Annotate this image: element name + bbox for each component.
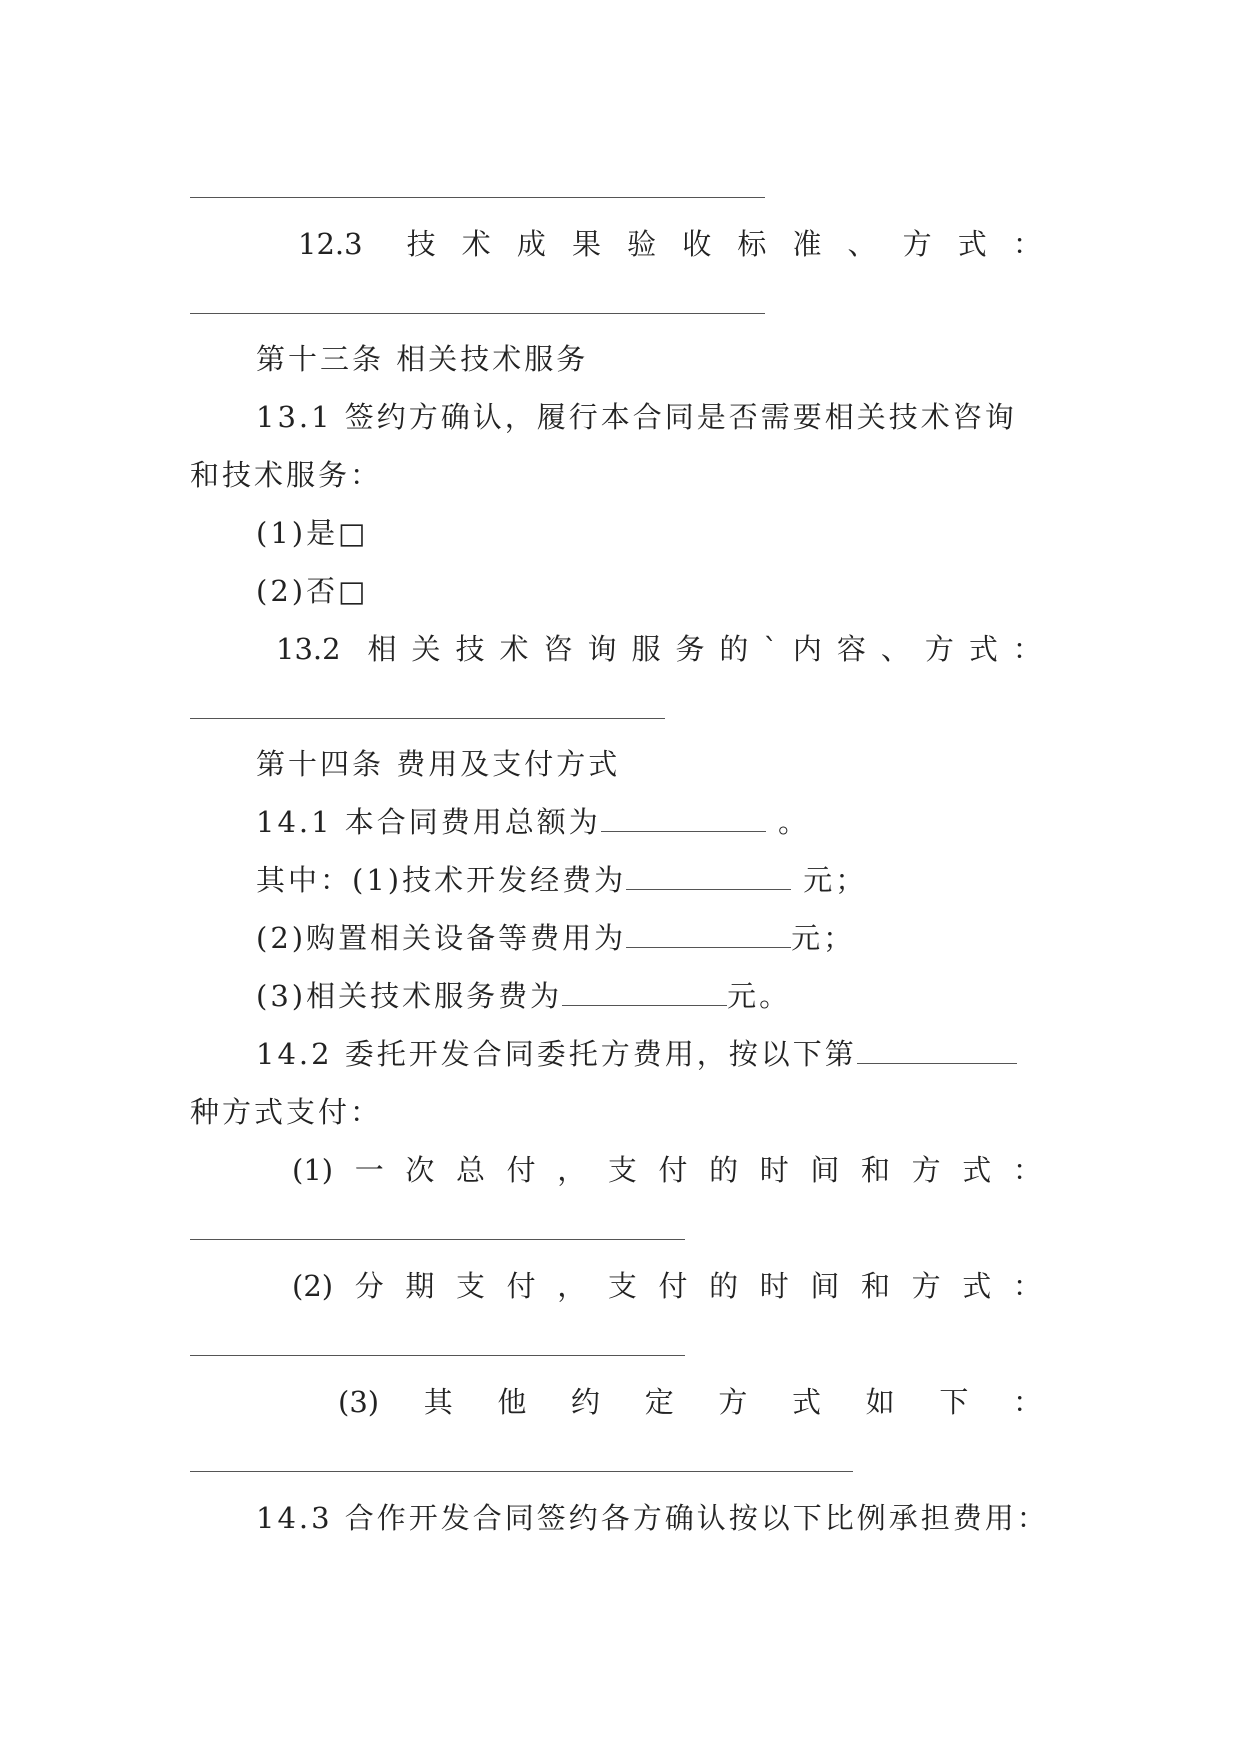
- option-char: ：: [1012, 1269, 1042, 1303]
- option-number: (3): [338, 1385, 380, 1419]
- clause-14-1-c: [256, 976, 791, 1016]
- option-char: 付: [506, 1153, 536, 1187]
- option-char: 和: [860, 1153, 890, 1187]
- clause-number: 12.3: [298, 227, 363, 261]
- clause-char: 关: [411, 632, 441, 666]
- fill-line: [190, 313, 765, 314]
- clause-13-1-line2: 和技术服务：: [190, 458, 383, 492]
- option-char: 式: [962, 1269, 992, 1303]
- option-yes: (1)是□: [256, 516, 369, 550]
- option-char: 他: [497, 1385, 527, 1419]
- clause-char: 、: [880, 632, 910, 666]
- option-char: 次: [405, 1153, 435, 1187]
- clause-char: 术: [499, 632, 529, 666]
- option-char: 总: [455, 1153, 485, 1187]
- option-char: 其: [423, 1385, 453, 1419]
- clause-char: 标: [737, 227, 767, 261]
- option-char: 支: [607, 1153, 637, 1187]
- clause-text: (2)购置相关设备等费用为: [256, 921, 627, 955]
- fill-line: [190, 1355, 685, 1356]
- blank-field: [601, 805, 766, 832]
- option-number: (2): [292, 1269, 334, 1303]
- clause-char: 式: [968, 632, 998, 666]
- clause-char: ：: [1012, 227, 1042, 261]
- option-char: ，: [557, 1269, 587, 1303]
- article-14-title: 第十四条 费用及支付方式: [256, 747, 621, 781]
- payment-option-2: [292, 1266, 1042, 1306]
- clause-char: 术: [461, 227, 491, 261]
- option-number: (1): [292, 1153, 334, 1187]
- fill-line: [190, 1239, 685, 1240]
- option-char: 时: [759, 1153, 789, 1187]
- option-char: 间: [810, 1269, 840, 1303]
- option-char: ：: [1012, 1385, 1042, 1419]
- blank-field: [562, 979, 727, 1006]
- option-char: 付: [658, 1153, 688, 1187]
- clause-14-2-line2: 种方式支付：: [190, 1095, 383, 1129]
- article-13-title: 第十三条 相关技术服务: [256, 342, 589, 376]
- option-char: 约: [571, 1385, 601, 1419]
- clause-number: 13.2: [276, 632, 341, 666]
- option-char: ，: [557, 1153, 587, 1187]
- option-char: 支: [607, 1269, 637, 1303]
- clause-char: ：: [1012, 632, 1042, 666]
- clause-char: 方: [902, 227, 932, 261]
- clause-char: 验: [627, 227, 657, 261]
- option-char: 式: [792, 1385, 822, 1419]
- option-char: 时: [759, 1269, 789, 1303]
- clause-14-1-b: [256, 918, 855, 958]
- option-char: 方: [911, 1269, 941, 1303]
- option-char: 期: [405, 1269, 435, 1303]
- clause-14-3: 14.3 合作开发合同签约各方确认按以下比例承担费用：: [256, 1501, 1049, 1535]
- clause-13-1-line1: 13.1 签约方确认，履行本合同是否需要相关技术咨询: [256, 400, 1017, 434]
- option-char: 付: [506, 1269, 536, 1303]
- clause-char: 技: [455, 632, 485, 666]
- clause-char: 收: [682, 227, 712, 261]
- clause-char: 的: [719, 632, 749, 666]
- clause-text: 元；: [791, 863, 868, 897]
- clause-char: 成: [516, 227, 546, 261]
- clause-text: 。: [765, 805, 811, 839]
- clause-char: 果: [572, 227, 602, 261]
- clause-text: 元；: [791, 921, 856, 955]
- clause-text: (3)相关技术服务费为: [256, 979, 563, 1013]
- fill-line: [190, 197, 765, 198]
- option-no: (2)否□: [256, 574, 369, 608]
- clause-char: 询: [587, 632, 617, 666]
- clause-text: 元。: [727, 979, 792, 1013]
- clause-char: 咨: [543, 632, 573, 666]
- option-char: 式: [962, 1153, 992, 1187]
- option-char: 支: [455, 1269, 485, 1303]
- clause-text: 14.1 本合同费用总额为: [256, 805, 601, 839]
- option-char: 间: [810, 1153, 840, 1187]
- clause-12-3: [298, 224, 1042, 264]
- option-char: 分: [354, 1269, 384, 1303]
- clause-text: 其中：(1)技术开发经费为: [256, 863, 627, 897]
- payment-option-3: [338, 1382, 1042, 1422]
- clause-char: 、: [847, 227, 877, 261]
- clause-char: 相: [367, 632, 397, 666]
- blank-field: [857, 1037, 1017, 1064]
- clause-text: 14.2 委托开发合同委托方费用，按以下第: [256, 1037, 857, 1071]
- payment-option-1: [292, 1150, 1042, 1190]
- option-char: 定: [644, 1385, 674, 1419]
- option-char: 的: [709, 1269, 739, 1303]
- clause-char: 方: [924, 632, 954, 666]
- option-char: 付: [658, 1269, 688, 1303]
- fill-line: [190, 1471, 853, 1472]
- clause-char: 容: [836, 632, 866, 666]
- option-char: 和: [860, 1269, 890, 1303]
- clause-char: 准: [792, 227, 822, 261]
- option-char: 方: [718, 1385, 748, 1419]
- option-char: 一: [354, 1153, 384, 1187]
- blank-field: [626, 921, 791, 948]
- clause-char: 服: [631, 632, 661, 666]
- option-char: 的: [709, 1153, 739, 1187]
- option-char: ：: [1012, 1153, 1042, 1187]
- clause-char: 式: [957, 227, 987, 261]
- clause-14-1-a: [256, 860, 867, 900]
- fill-line: [190, 718, 665, 719]
- clause-14-2-line1: [256, 1034, 1017, 1074]
- clause-13-2: [276, 629, 1042, 669]
- clause-char: 内: [792, 632, 822, 666]
- clause-char: 技: [406, 227, 436, 261]
- option-char: 如: [865, 1385, 895, 1419]
- option-char: 方: [911, 1153, 941, 1187]
- blank-field: [626, 863, 791, 890]
- option-char: 下: [939, 1385, 969, 1419]
- clause-14-1: [256, 802, 810, 842]
- clause-char: 务: [675, 632, 705, 666]
- clause-char: `: [763, 632, 778, 666]
